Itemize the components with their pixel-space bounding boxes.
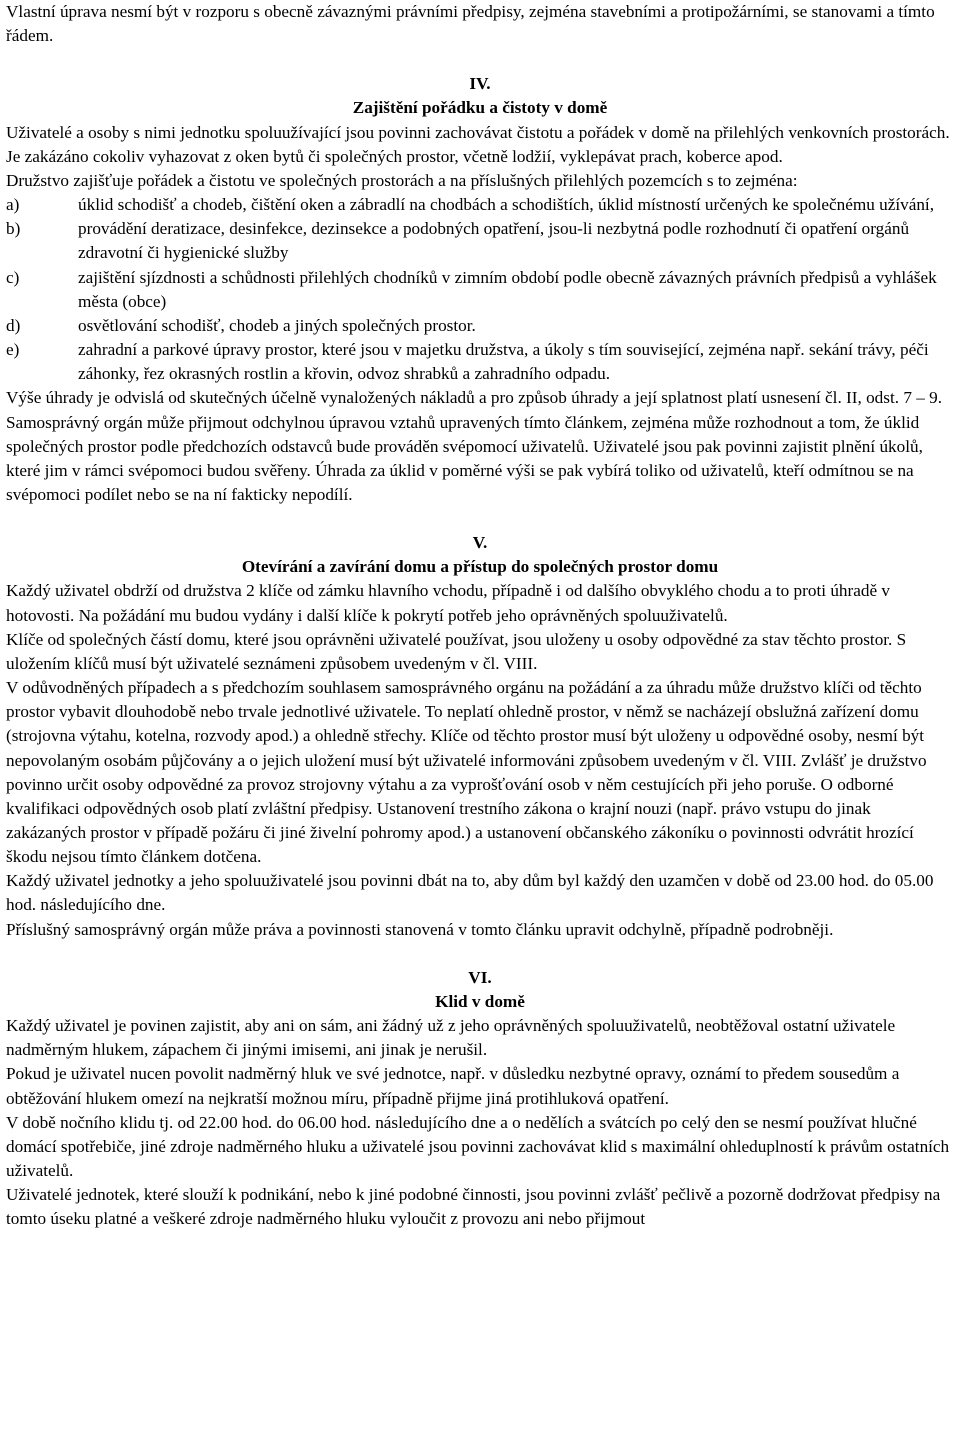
list-item bbox=[6, 217, 954, 265]
section-iv-paragraph-1: Uživatelé a osoby s nimi jednotku spoluužívající jsou povinni zachovávat čistotu a pořádek v domě na přilehlých venkovních prostorách. Je zakázáno cokoliv vyhazovat z oken bytů či společných prostor, včetně lodžií, vyklepávat prach, koberce apod. bbox=[6, 122, 950, 166]
section-v bbox=[6, 531, 954, 942]
list-item-text: úklid schodišť a chodeb, čištění oken a zábradlí na chodbách a schodištích, úklid místností určených ke společnému užívání, bbox=[78, 195, 934, 215]
section-v-paragraph-4: Každý uživatel jednotky a jeho spoluuživatelé jsou povinni dbát na to, aby dům byl každý den uzamčen v době od 23.00 hod. do 05.00 hod. následujícího dne. bbox=[6, 871, 934, 915]
list-item-marker: a) bbox=[6, 195, 20, 215]
section-iv bbox=[6, 72, 954, 507]
section-iv-number: IV. bbox=[469, 74, 491, 94]
list-item bbox=[6, 314, 954, 338]
list-item-marker: d) bbox=[6, 315, 21, 335]
list-item-text: provádění deratizace, desinfekce, dezinsekce a podobných opatření, jsou-li nezbytná podle rozhodnutí či opatření orgánů zdravotní či hygienické služby bbox=[78, 219, 910, 263]
section-vi-paragraph-4: Uživatelé jednotek, které slouží k podnikání, nebo k jiné podobné činnosti, jsou povinni zvlášť pečlivě a pozorně dodržovat předpisy na tomto úseku platné a veškeré zdroje nadměrného hluku vyloučit z provozu ani nebo přijmout bbox=[6, 1185, 941, 1229]
list-item-text: zajištění sjízdnosti a schůdnosti přilehlých chodníků v zimním období podle obecně závazných právních předpisů a vyhlášek města (obce) bbox=[78, 267, 937, 311]
section-vi-paragraph-3: V době nočního klidu tj. od 22.00 hod. do 06.00 hod. následujícího dne a o nedělích a svátcích po celý den se nesmí používat hlučné domácí spotřebiče, jiné zdroje nadměrného hluku a uživatelé jsou povinni zachovávat klid s maximální ohleduplností k právům ostatních uživatelů. bbox=[6, 1112, 950, 1181]
section-iv-title: Zajištění pořádku a čistoty v domě bbox=[352, 98, 608, 118]
section-v-paragraph-5: Příslušný samosprávný orgán může práva a povinnosti stanovená v tomto článku upravit odchylně, případně podrobněji. bbox=[6, 919, 834, 939]
list-item-marker: b) bbox=[6, 219, 21, 239]
section-iv-paragraph-2: Družstvo zajišťuje pořádek a čistotu ve společných prostorách a na příslušných přilehlých pozemcích s to zejména: bbox=[6, 170, 798, 190]
section-iv-list bbox=[6, 193, 954, 386]
section-iv-paragraph-4: Samosprávný orgán může přijmout odchylnou úpravou vztahů upravených tímto článkem, zejména může rozhodnout a tom, že úklid společných prostor podle předchozích odstavců bude prováděn svépomocí uživatelů. Uživatelé jsou pak povinni zajistit plnění úkolů, které jim v rámci svépomoci budou svěřeny. Úhrada za úklid v poměrné výši se pak vybírá toliko od uživatelů, kteří odmítnou se na svépomoci podílet nebo se na ní fakticky nepodílí. bbox=[6, 412, 923, 504]
intro-paragraph: Vlastní úprava nesmí být v rozporu s obecně závaznými právními předpisy, zejména stavebními a protipožárními, se stanovami a tímto řádem. bbox=[6, 2, 935, 46]
list-item-text: zahradní a parkové úpravy prostor, které jsou v majetku družstva, a úkoly s tím související, zejména např. sekání trávy, péči záhonky, řez okrasných rostlin a křovin, odvoz shrabků a zahradního odpadu. bbox=[78, 340, 929, 384]
list-item-marker: c) bbox=[6, 267, 20, 287]
section-vi bbox=[6, 966, 954, 1232]
section-vi-paragraph-1: Každý uživatel je povinen zajistit, aby ani on sám, ani žádný už z jeho oprávněných spoluuživatelů, neobtěžoval ostatní uživatele nadměrným hlukem, zápachem či jinými imisemi, ani jinak je nerušil. bbox=[6, 1016, 896, 1060]
section-v-paragraph-2: Klíče od společných částí domu, které jsou oprávněni uživatelé používat, jsou uloženy u osoby odpovědné za stav těchto prostor. S uložením klíčů musí být uživatelé seznámeni způsobem uvedeným v čl. VIII. bbox=[6, 629, 907, 673]
section-v-title: Otevírání a zavírání domu a přístup do společných prostor domu bbox=[241, 557, 719, 577]
section-vi-number: VI. bbox=[468, 967, 492, 987]
list-item bbox=[6, 193, 954, 217]
list-item bbox=[6, 266, 954, 314]
list-item-marker: e) bbox=[6, 340, 20, 360]
section-iv-paragraph-3: Výše úhrady je odvislá od skutečných účelně vynaložených nákladů a pro způsob úhrady a její splatnost platí usnesení čl. II, odst. 7 – 9. bbox=[6, 388, 943, 408]
section-vi-title: Klid v domě bbox=[435, 991, 525, 1011]
section-v-paragraph-3: V odůvodněných případech a s předchozím souhlasem samosprávného orgánu na požádání a za úhradu může družstvo klíči od těchto prostor vybavit dlouhodobě nebo trvale jednotlivé uživatele. To neplatí ohledně prostor, v němž se nacházejí obslužná zařízení domu (strojovna výtahu, kotelna, rozvody apod.) a ohledně střechy. Klíče od těchto prostor musí být uloženy u odpovědné osoby, nesmí být nepovolaným osobám půjčovány a o jejich uložení musí být uživatelé informováni způsobem uvedeným v čl. VIII. Zvlášť je družstvo povinno určit osoby odpovědné za provoz strojovny výtahu a za vyprošťování osob v něm cestujících při jeho poruše. O odborné kvalifikaci odpovědných osob platí zvláštní předpisy. Ustanovení trestního zákona o krajní nouzi (např. právo vstupu do jinak zakázaných prostor v případě požáru či jiné živelní pohromy apod.) a ustanovení občanského zákoníku o povinnosti odvrátit hrozící škodu nejsou tímto článkem dotčena. bbox=[6, 678, 927, 867]
section-v-paragraph-1: Každý uživatel obdrží od družstva 2 klíče od zámku hlavního vchodu, případně i od dalšího obvyklého chodu a to proti úhradě v hotovosti. Na požádání mu budou vydány i další klíče k pokrytí potřeb jeho oprávněných spoluuživatelů. bbox=[6, 581, 890, 625]
section-v-number: V. bbox=[472, 533, 488, 553]
section-vi-paragraph-2: Pokud je uživatel nucen povolit nadměrný hluk ve své jednotce, např. v důsledku nezbytné opravy, oznámí to předem sousedům a obtěžování hlukem omezí na nejkratší možnou míru, případně přijme jiná protihluková opatření. bbox=[6, 1064, 900, 1108]
list-item-text: osvětlování schodišť, chodeb a jiných společných prostor. bbox=[78, 315, 476, 335]
list-item bbox=[6, 338, 954, 386]
